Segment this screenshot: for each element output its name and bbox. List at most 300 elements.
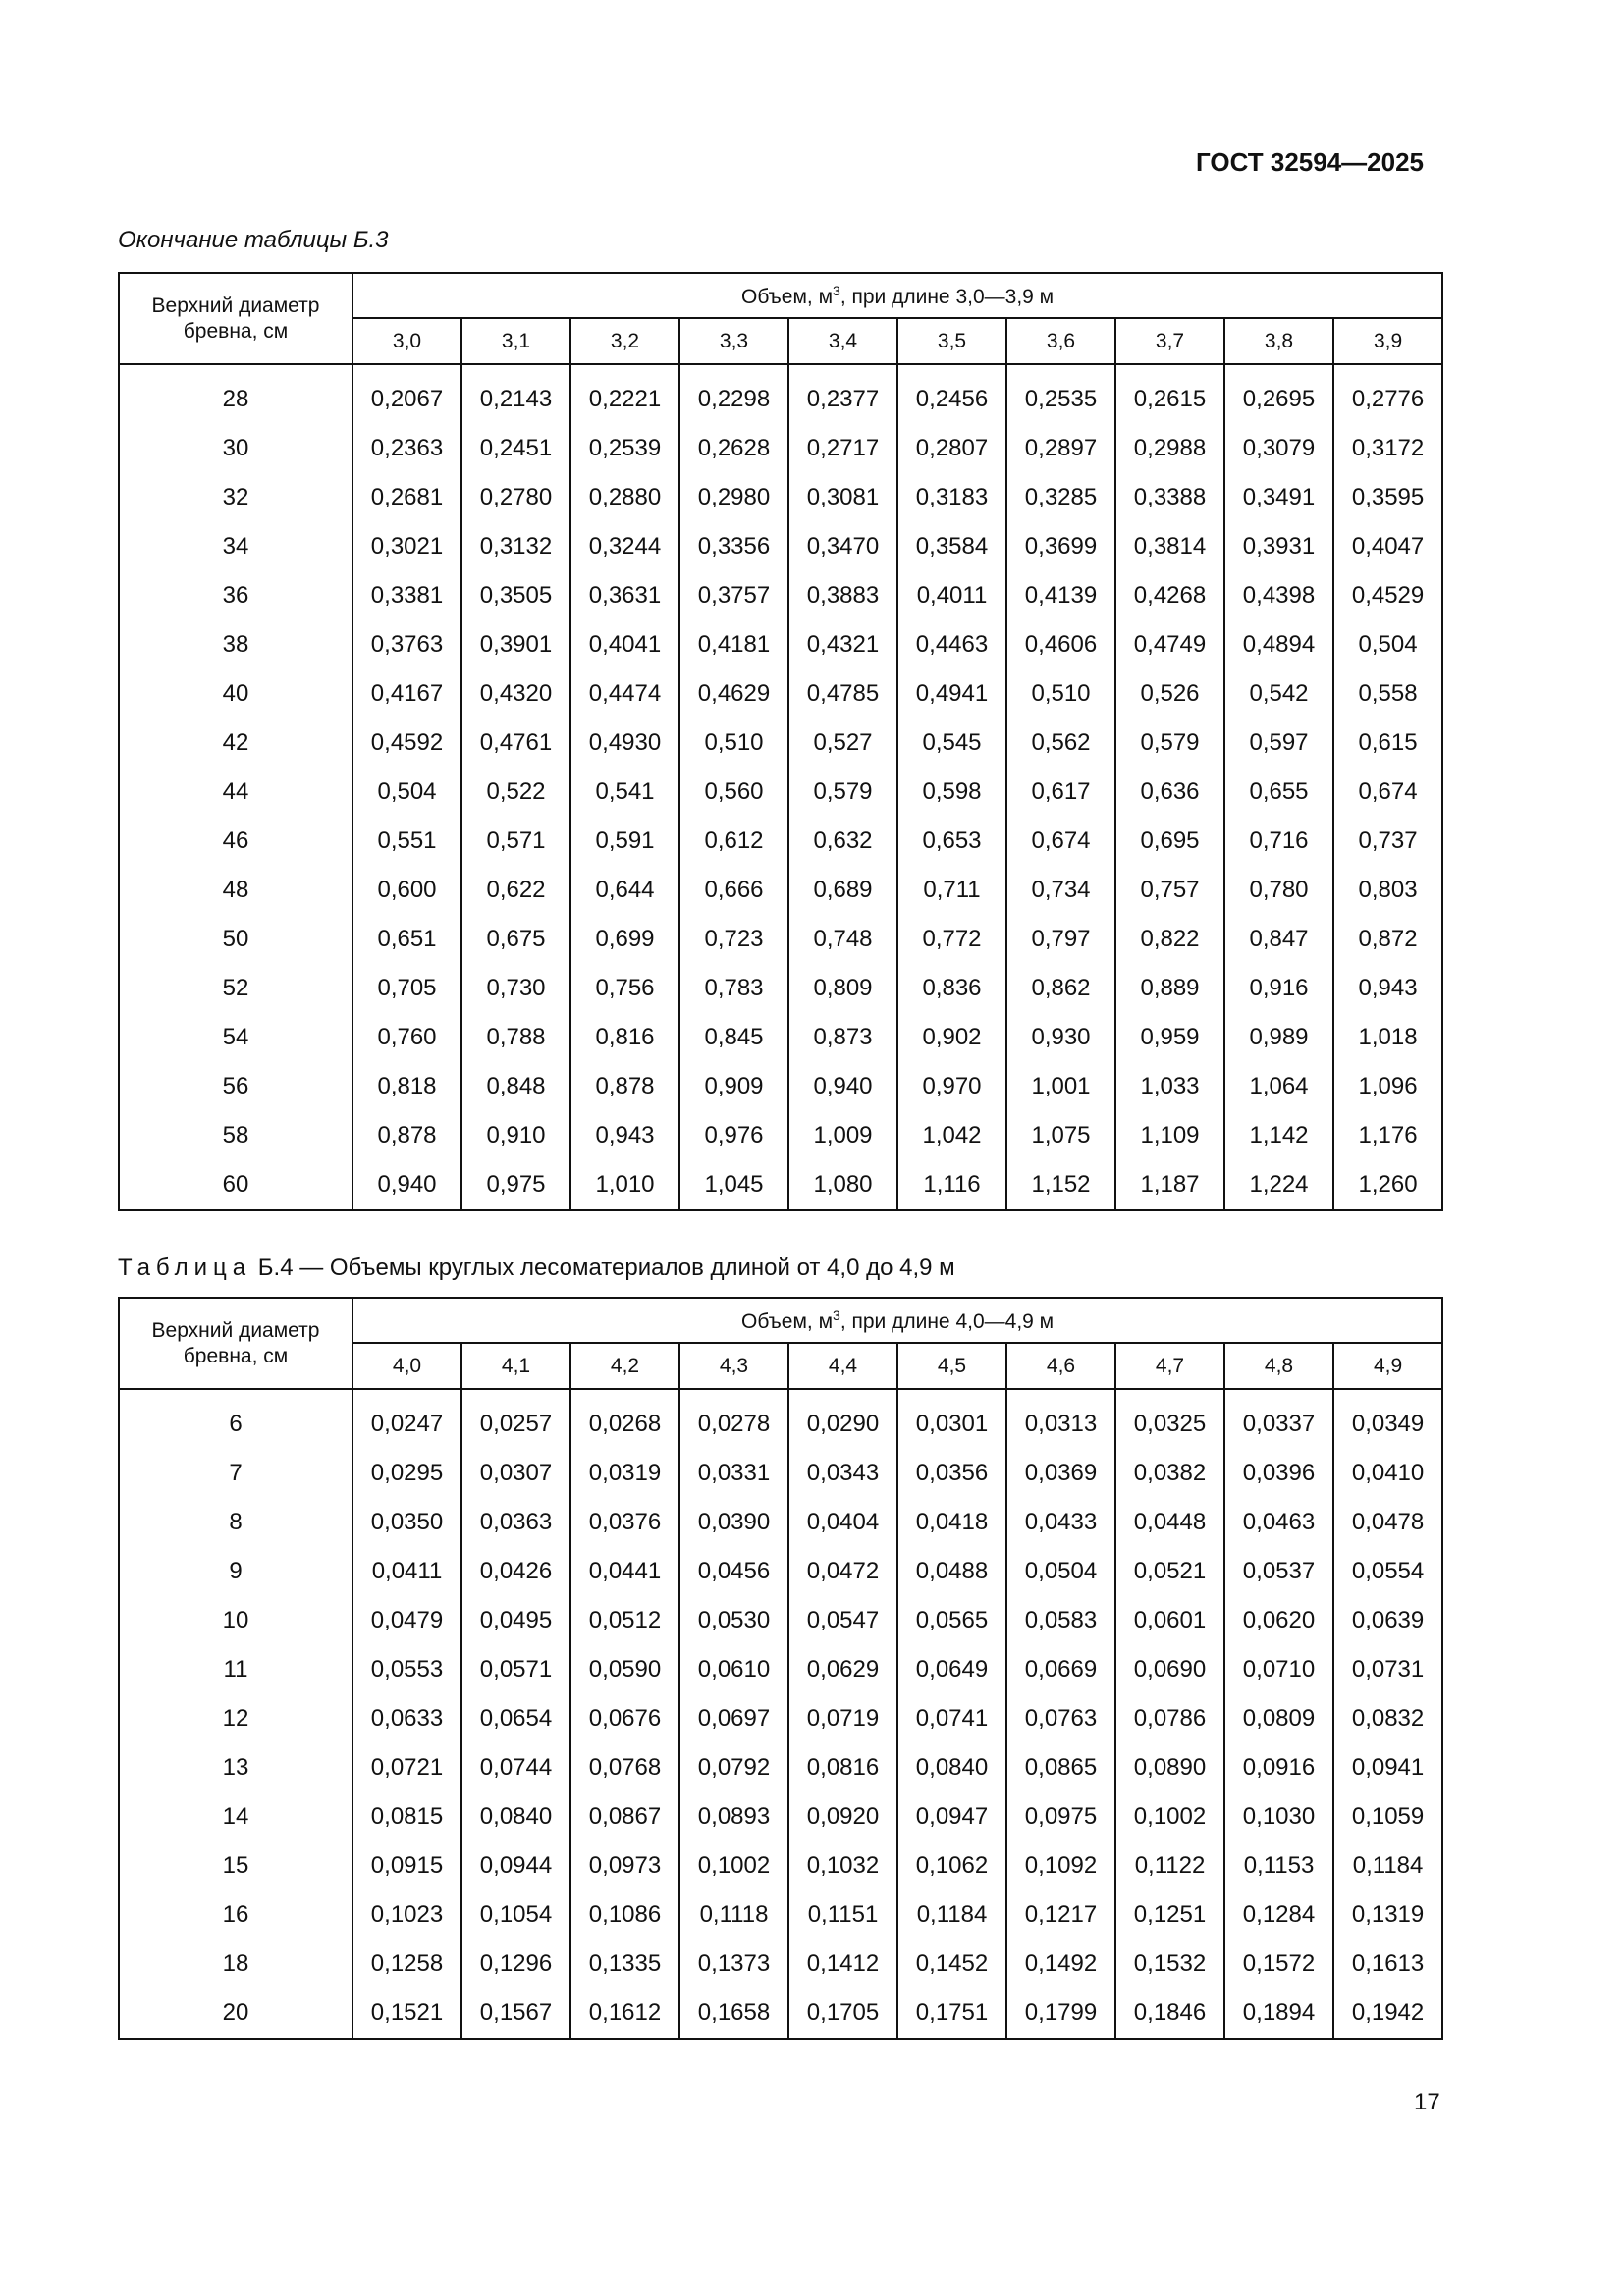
volume-cell: 0,0495 xyxy=(461,1596,570,1645)
volume-cell: 0,930 xyxy=(1006,1013,1115,1062)
volume-cell: 0,0583 xyxy=(1006,1596,1115,1645)
volume-cell: 0,0973 xyxy=(570,1842,679,1891)
volume-cell: 0,2681 xyxy=(352,473,461,522)
volume-cell: 0,970 xyxy=(897,1062,1006,1111)
volume-cell: 0,2535 xyxy=(1006,375,1115,424)
volume-cell: 0,809 xyxy=(788,964,897,1013)
diameter-cell: 34 xyxy=(119,522,352,571)
volume-cell: 1,096 xyxy=(1333,1062,1442,1111)
volume-cell: 1,033 xyxy=(1115,1062,1224,1111)
volume-cell: 0,579 xyxy=(788,768,897,817)
volume-cell: 0,3388 xyxy=(1115,473,1224,522)
volume-cell: 0,0537 xyxy=(1224,1547,1333,1596)
volume-cell: 0,1613 xyxy=(1333,1940,1442,1989)
volume-cell: 0,730 xyxy=(461,964,570,1013)
volume-cell: 0,0941 xyxy=(1333,1743,1442,1792)
volume-cell: 0,2897 xyxy=(1006,424,1115,473)
length-header: 3,9 xyxy=(1333,318,1442,364)
volume-cell: 0,788 xyxy=(461,1013,570,1062)
length-header: 3,8 xyxy=(1224,318,1333,364)
volume-cell: 0,3901 xyxy=(461,620,570,669)
length-header: 3,1 xyxy=(461,318,570,364)
diameter-cell: 50 xyxy=(119,915,352,964)
volume-cell: 0,675 xyxy=(461,915,570,964)
volume-cell: 0,836 xyxy=(897,964,1006,1013)
diameter-cell: 42 xyxy=(119,719,352,768)
volume-cell: 0,622 xyxy=(461,866,570,915)
volume-cell: 0,2067 xyxy=(352,375,461,424)
volume-cell: 0,4268 xyxy=(1115,571,1224,620)
volume-cell: 0,4011 xyxy=(897,571,1006,620)
volume-cell: 0,0916 xyxy=(1224,1743,1333,1792)
volume-cell: 0,1567 xyxy=(461,1989,570,2039)
volume-cell: 0,674 xyxy=(1006,817,1115,866)
length-header: 4,8 xyxy=(1224,1343,1333,1389)
volume-cell: 0,1217 xyxy=(1006,1891,1115,1940)
volume-cell: 0,0441 xyxy=(570,1547,679,1596)
length-header: 3,7 xyxy=(1115,318,1224,364)
table-row xyxy=(119,1891,1442,1940)
diameter-cell: 16 xyxy=(119,1891,352,1940)
volume-cell: 0,1894 xyxy=(1224,1989,1333,2039)
volume-cell: 0,0307 xyxy=(461,1449,570,1498)
volume-cell: 0,3079 xyxy=(1224,424,1333,473)
volume-cell: 0,916 xyxy=(1224,964,1333,1013)
volume-cell: 0,2363 xyxy=(352,424,461,473)
volume-cell: 0,803 xyxy=(1333,866,1442,915)
diameter-cell: 48 xyxy=(119,866,352,915)
volume-cell: 0,1118 xyxy=(679,1891,788,1940)
volume-cell: 0,3021 xyxy=(352,522,461,571)
diameter-cell: 7 xyxy=(119,1449,352,1498)
volume-cell: 0,872 xyxy=(1333,915,1442,964)
table-b3-body xyxy=(119,364,1442,1210)
volume-cell: 1,109 xyxy=(1115,1111,1224,1160)
table-row xyxy=(119,1989,1442,2039)
table-row xyxy=(119,1013,1442,1062)
table-row xyxy=(119,1449,1442,1498)
standard-number: ГОСТ 32594—2025 xyxy=(1196,147,1424,177)
length-header: 3,6 xyxy=(1006,318,1115,364)
volume-cell: 0,1799 xyxy=(1006,1989,1115,2039)
volume-cell: 0,545 xyxy=(897,719,1006,768)
volume-cell: 0,3814 xyxy=(1115,522,1224,571)
table-row xyxy=(119,915,1442,964)
volume-cell: 0,2628 xyxy=(679,424,788,473)
length-header: 3,2 xyxy=(570,318,679,364)
volume-cell: 0,975 xyxy=(461,1160,570,1210)
volume-cell: 0,1086 xyxy=(570,1891,679,1940)
volume-cell: 0,4592 xyxy=(352,719,461,768)
volume-cell: 0,0893 xyxy=(679,1792,788,1842)
volume-cell: 0,666 xyxy=(679,866,788,915)
volume-cell: 0,780 xyxy=(1224,866,1333,915)
volume-cell: 0,558 xyxy=(1333,669,1442,719)
volume-cell: 1,152 xyxy=(1006,1160,1115,1210)
volume-cell: 0,0867 xyxy=(570,1792,679,1842)
length-header: 4,9 xyxy=(1333,1343,1442,1389)
volume-cell: 0,0433 xyxy=(1006,1498,1115,1547)
volume-cell: 0,0676 xyxy=(570,1694,679,1743)
diameter-cell: 20 xyxy=(119,1989,352,2039)
table-b4 xyxy=(118,1297,1443,2040)
volume-cell: 0,737 xyxy=(1333,817,1442,866)
volume-cell: 0,2980 xyxy=(679,473,788,522)
table-row xyxy=(119,522,1442,571)
volume-cell: 0,1296 xyxy=(461,1940,570,1989)
diameter-cell: 32 xyxy=(119,473,352,522)
table-row xyxy=(119,1062,1442,1111)
volume-cell: 0,4894 xyxy=(1224,620,1333,669)
volume-cell: 0,716 xyxy=(1224,817,1333,866)
volume-cell: 1,042 xyxy=(897,1111,1006,1160)
volume-cell: 0,940 xyxy=(788,1062,897,1111)
volume-cell: 0,862 xyxy=(1006,964,1115,1013)
volume-cell: 0,1319 xyxy=(1333,1891,1442,1940)
volume-cell: 0,4321 xyxy=(788,620,897,669)
volume-cell: 0,4041 xyxy=(570,620,679,669)
volume-cell: 0,636 xyxy=(1115,768,1224,817)
volume-cell: 1,116 xyxy=(897,1160,1006,1210)
volume-cell: 0,1942 xyxy=(1333,1989,1442,2039)
volume-cell: 0,0721 xyxy=(352,1743,461,1792)
table-row xyxy=(119,866,1442,915)
volume-cell: 0,873 xyxy=(788,1013,897,1062)
volume-cell: 0,2695 xyxy=(1224,375,1333,424)
volume-cell: 0,943 xyxy=(570,1111,679,1160)
table-row xyxy=(119,964,1442,1013)
table-row xyxy=(119,1111,1442,1160)
table-b4-caption: Таблица Б.4 — Объемы круглых лесоматериалов длиной от 4,0 до 4,9 м xyxy=(118,1255,955,1281)
diameter-cell: 11 xyxy=(119,1645,352,1694)
volume-cell: 0,2880 xyxy=(570,473,679,522)
length-header: 3,4 xyxy=(788,318,897,364)
table-row xyxy=(119,1645,1442,1694)
volume-cell: 0,0590 xyxy=(570,1645,679,1694)
volume-cell: 0,3757 xyxy=(679,571,788,620)
volume-cell: 0,695 xyxy=(1115,817,1224,866)
volume-cell: 0,1032 xyxy=(788,1842,897,1891)
volume-cell: 0,0731 xyxy=(1333,1645,1442,1694)
volume-cell: 0,0278 xyxy=(679,1400,788,1449)
volume-cell: 0,598 xyxy=(897,768,1006,817)
volume-cell: 0,551 xyxy=(352,817,461,866)
length-header: 4,2 xyxy=(570,1343,679,1389)
volume-cell: 0,0554 xyxy=(1333,1547,1442,1596)
volume-cell: 0,0741 xyxy=(897,1694,1006,1743)
table-row xyxy=(119,1596,1442,1645)
volume-cell: 1,260 xyxy=(1333,1160,1442,1210)
volume-cell: 0,4761 xyxy=(461,719,570,768)
volume-cell: 0,600 xyxy=(352,866,461,915)
volume-cell: 0,0319 xyxy=(570,1449,679,1498)
volume-cell: 0,0472 xyxy=(788,1547,897,1596)
volume-cell: 0,579 xyxy=(1115,719,1224,768)
diameter-cell: 18 xyxy=(119,1940,352,1989)
volume-cell: 0,0629 xyxy=(788,1645,897,1694)
volume-cell: 0,0815 xyxy=(352,1792,461,1842)
diameter-cell: 15 xyxy=(119,1842,352,1891)
diameter-cell: 36 xyxy=(119,571,352,620)
volume-cell: 0,0331 xyxy=(679,1449,788,1498)
volume-cell: 0,3470 xyxy=(788,522,897,571)
volume-cell: 0,976 xyxy=(679,1111,788,1160)
volume-cell: 0,757 xyxy=(1115,866,1224,915)
volume-cell: 0,4167 xyxy=(352,669,461,719)
table-row xyxy=(119,473,1442,522)
volume-cell: 0,510 xyxy=(1006,669,1115,719)
volume-cell: 0,0786 xyxy=(1115,1694,1224,1743)
volume-cell: 0,0478 xyxy=(1333,1498,1442,1547)
volume-cell: 0,959 xyxy=(1115,1013,1224,1062)
volume-cell: 0,2776 xyxy=(1333,375,1442,424)
volume-cell: 0,0710 xyxy=(1224,1645,1333,1694)
table-row xyxy=(119,1498,1442,1547)
volume-cell: 0,909 xyxy=(679,1062,788,1111)
length-header: 4,3 xyxy=(679,1343,788,1389)
volume-cell: 0,1023 xyxy=(352,1891,461,1940)
volume-cell: 0,2456 xyxy=(897,375,1006,424)
volume-cell: 0,1532 xyxy=(1115,1940,1224,1989)
volume-cell: 0,1373 xyxy=(679,1940,788,1989)
volume-cell: 0,0521 xyxy=(1115,1547,1224,1596)
table-row xyxy=(119,424,1442,473)
volume-cell: 1,009 xyxy=(788,1111,897,1160)
volume-cell: 0,1153 xyxy=(1224,1842,1333,1891)
volume-cell: 0,1284 xyxy=(1224,1891,1333,1940)
table-row xyxy=(119,620,1442,669)
volume-cell: 0,0768 xyxy=(570,1743,679,1792)
volume-cell: 1,075 xyxy=(1006,1111,1115,1160)
volume-cell: 0,597 xyxy=(1224,719,1333,768)
volume-cell: 0,989 xyxy=(1224,1013,1333,1062)
volume-cell: 0,3132 xyxy=(461,522,570,571)
volume-cell: 0,723 xyxy=(679,915,788,964)
length-header: 4,6 xyxy=(1006,1343,1115,1389)
volume-cell: 0,510 xyxy=(679,719,788,768)
table-b4-body xyxy=(119,1389,1442,2039)
volume-cell: 0,3183 xyxy=(897,473,1006,522)
volume-cell: 0,0295 xyxy=(352,1449,461,1498)
length-header: 3,5 xyxy=(897,318,1006,364)
table-b3 xyxy=(118,272,1443,1211)
volume-cell: 0,3883 xyxy=(788,571,897,620)
page-number: 17 xyxy=(1414,2089,1440,2115)
volume-cell: 0,3505 xyxy=(461,571,570,620)
table-row xyxy=(119,571,1442,620)
volume-cell: 0,0840 xyxy=(461,1792,570,1842)
volume-cell: 0,612 xyxy=(679,817,788,866)
diameter-cell: 9 xyxy=(119,1547,352,1596)
volume-cell: 0,0396 xyxy=(1224,1449,1333,1498)
volume-cell: 0,526 xyxy=(1115,669,1224,719)
volume-cell: 0,1846 xyxy=(1115,1989,1224,2039)
volume-cell: 0,1452 xyxy=(897,1940,1006,1989)
length-header: 4,4 xyxy=(788,1343,897,1389)
volume-cell: 0,848 xyxy=(461,1062,570,1111)
volume-cell: 0,3081 xyxy=(788,473,897,522)
volume-cell: 0,0363 xyxy=(461,1498,570,1547)
table-row xyxy=(119,375,1442,424)
volume-cell: 0,3595 xyxy=(1333,473,1442,522)
table-row xyxy=(119,669,1442,719)
volume-cell: 0,0719 xyxy=(788,1694,897,1743)
volume-cell: 0,0792 xyxy=(679,1743,788,1792)
volume-cell: 0,0890 xyxy=(1115,1743,1224,1792)
volume-cell: 0,0669 xyxy=(1006,1645,1115,1694)
volume-cell: 1,045 xyxy=(679,1160,788,1210)
volume-cell: 0,1151 xyxy=(788,1891,897,1940)
volume-cell: 0,760 xyxy=(352,1013,461,1062)
volume-cell: 0,0343 xyxy=(788,1449,897,1498)
volume-cell: 0,3931 xyxy=(1224,522,1333,571)
volume-cell: 0,0404 xyxy=(788,1498,897,1547)
table-row xyxy=(119,1400,1442,1449)
volume-cell: 0,0247 xyxy=(352,1400,461,1449)
length-header: 4,1 xyxy=(461,1343,570,1389)
volume-cell: 0,674 xyxy=(1333,768,1442,817)
volume-cell: 0,0975 xyxy=(1006,1792,1115,1842)
table-row xyxy=(119,1160,1442,1210)
spacer-row xyxy=(119,1389,1442,1400)
diameter-cell: 8 xyxy=(119,1498,352,1547)
volume-cell: 1,064 xyxy=(1224,1062,1333,1111)
volume-cell: 0,3172 xyxy=(1333,424,1442,473)
volume-cell: 0,0411 xyxy=(352,1547,461,1596)
volume-cell: 0,0337 xyxy=(1224,1400,1333,1449)
table-row xyxy=(119,1940,1442,1989)
volume-cell: 0,689 xyxy=(788,866,897,915)
volume-cell: 0,4749 xyxy=(1115,620,1224,669)
volume-cell: 0,1030 xyxy=(1224,1792,1333,1842)
volume-cell: 0,0448 xyxy=(1115,1498,1224,1547)
volume-cell: 0,4941 xyxy=(897,669,1006,719)
volume-cell: 0,705 xyxy=(352,964,461,1013)
row-header-diameter: Верхний диаметр бревна, см xyxy=(119,273,352,364)
volume-cell: 0,0290 xyxy=(788,1400,897,1449)
volume-cell: 1,080 xyxy=(788,1160,897,1210)
volume-cell: 0,0382 xyxy=(1115,1449,1224,1498)
volume-cell: 0,910 xyxy=(461,1111,570,1160)
volume-cell: 0,2717 xyxy=(788,424,897,473)
volume-cell: 0,0816 xyxy=(788,1743,897,1792)
length-header: 3,0 xyxy=(352,318,461,364)
diameter-cell: 40 xyxy=(119,669,352,719)
volume-cell: 0,617 xyxy=(1006,768,1115,817)
volume-cell: 0,818 xyxy=(352,1062,461,1111)
volume-cell: 0,0633 xyxy=(352,1694,461,1743)
volume-cell: 0,0418 xyxy=(897,1498,1006,1547)
volume-cell: 0,0744 xyxy=(461,1743,570,1792)
volume-cell: 0,748 xyxy=(788,915,897,964)
table-row xyxy=(119,1792,1442,1842)
volume-cell: 0,4139 xyxy=(1006,571,1115,620)
length-header: 3,3 xyxy=(679,318,788,364)
volume-cell: 0,571 xyxy=(461,817,570,866)
diameter-cell: 56 xyxy=(119,1062,352,1111)
volume-cell: 0,1002 xyxy=(679,1842,788,1891)
volume-cell: 0,0325 xyxy=(1115,1400,1224,1449)
volume-cell: 0,4320 xyxy=(461,669,570,719)
volume-cell: 0,0809 xyxy=(1224,1694,1333,1743)
table-b3-caption: Окончание таблицы Б.3 xyxy=(118,227,389,253)
volume-cell: 0,4930 xyxy=(570,719,679,768)
volume-cell: 0,0865 xyxy=(1006,1743,1115,1792)
volume-cell: 0,0553 xyxy=(352,1645,461,1694)
volume-cell: 0,632 xyxy=(788,817,897,866)
volume-cell: 0,0571 xyxy=(461,1645,570,1694)
volume-cell: 0,3244 xyxy=(570,522,679,571)
length-header: 4,7 xyxy=(1115,1343,1224,1389)
volume-cell: 1,176 xyxy=(1333,1111,1442,1160)
volume-cell: 0,542 xyxy=(1224,669,1333,719)
volume-cell: 0,3491 xyxy=(1224,473,1333,522)
volume-cell: 0,0547 xyxy=(788,1596,897,1645)
volume-cell: 0,0620 xyxy=(1224,1596,1333,1645)
volume-cell: 0,4181 xyxy=(679,620,788,669)
diameter-cell: 28 xyxy=(119,375,352,424)
volume-cell: 0,0390 xyxy=(679,1498,788,1547)
diameter-cell: 58 xyxy=(119,1111,352,1160)
volume-cell: 0,0313 xyxy=(1006,1400,1115,1449)
volume-cell: 0,0565 xyxy=(897,1596,1006,1645)
volume-cell: 0,0920 xyxy=(788,1792,897,1842)
volume-cell: 0,4606 xyxy=(1006,620,1115,669)
volume-cell: 0,0832 xyxy=(1333,1694,1442,1743)
volume-cell: 0,0840 xyxy=(897,1743,1006,1792)
volume-cell: 0,797 xyxy=(1006,915,1115,964)
volume-cell: 0,1059 xyxy=(1333,1792,1442,1842)
volume-cell: 0,504 xyxy=(352,768,461,817)
volume-cell: 0,541 xyxy=(570,768,679,817)
volume-cell: 0,4047 xyxy=(1333,522,1442,571)
volume-cell: 0,0369 xyxy=(1006,1449,1115,1498)
volume-cell: 0,0257 xyxy=(461,1400,570,1449)
table-row xyxy=(119,719,1442,768)
volume-cell: 0,2615 xyxy=(1115,375,1224,424)
volume-cell: 0,902 xyxy=(897,1013,1006,1062)
volume-cell: 0,0426 xyxy=(461,1547,570,1596)
volume-cell: 0,2539 xyxy=(570,424,679,473)
volume-header: Объем, $м^3$, при длине 4,0—4,9 м xyxy=(352,1298,1442,1343)
volume-cell: 0,2988 xyxy=(1115,424,1224,473)
table-row xyxy=(119,1743,1442,1792)
volume-cell: 0,0479 xyxy=(352,1596,461,1645)
volume-cell: 0,4529 xyxy=(1333,571,1442,620)
volume-cell: 0,943 xyxy=(1333,964,1442,1013)
volume-cell: 0,560 xyxy=(679,768,788,817)
volume-cell: 0,1412 xyxy=(788,1940,897,1989)
diameter-cell: 38 xyxy=(119,620,352,669)
table-row xyxy=(119,1842,1442,1891)
diameter-cell: 60 xyxy=(119,1160,352,1210)
volume-cell: 0,0944 xyxy=(461,1842,570,1891)
volume-cell: 0,2221 xyxy=(570,375,679,424)
diameter-cell: 13 xyxy=(119,1743,352,1792)
volume-cell: 0,562 xyxy=(1006,719,1115,768)
volume-cell: 0,0530 xyxy=(679,1596,788,1645)
volume-cell: 0,0690 xyxy=(1115,1645,1224,1694)
volume-cell: 0,3285 xyxy=(1006,473,1115,522)
row-header-diameter: Верхний диаметр бревна, см xyxy=(119,1298,352,1389)
volume-cell: 0,644 xyxy=(570,866,679,915)
volume-cell: 0,1521 xyxy=(352,1989,461,2039)
diameter-cell: 44 xyxy=(119,768,352,817)
volume-cell: 0,711 xyxy=(897,866,1006,915)
volume-cell: 0,847 xyxy=(1224,915,1333,964)
volume-cell: 0,0512 xyxy=(570,1596,679,1645)
volume-cell: 0,3631 xyxy=(570,571,679,620)
